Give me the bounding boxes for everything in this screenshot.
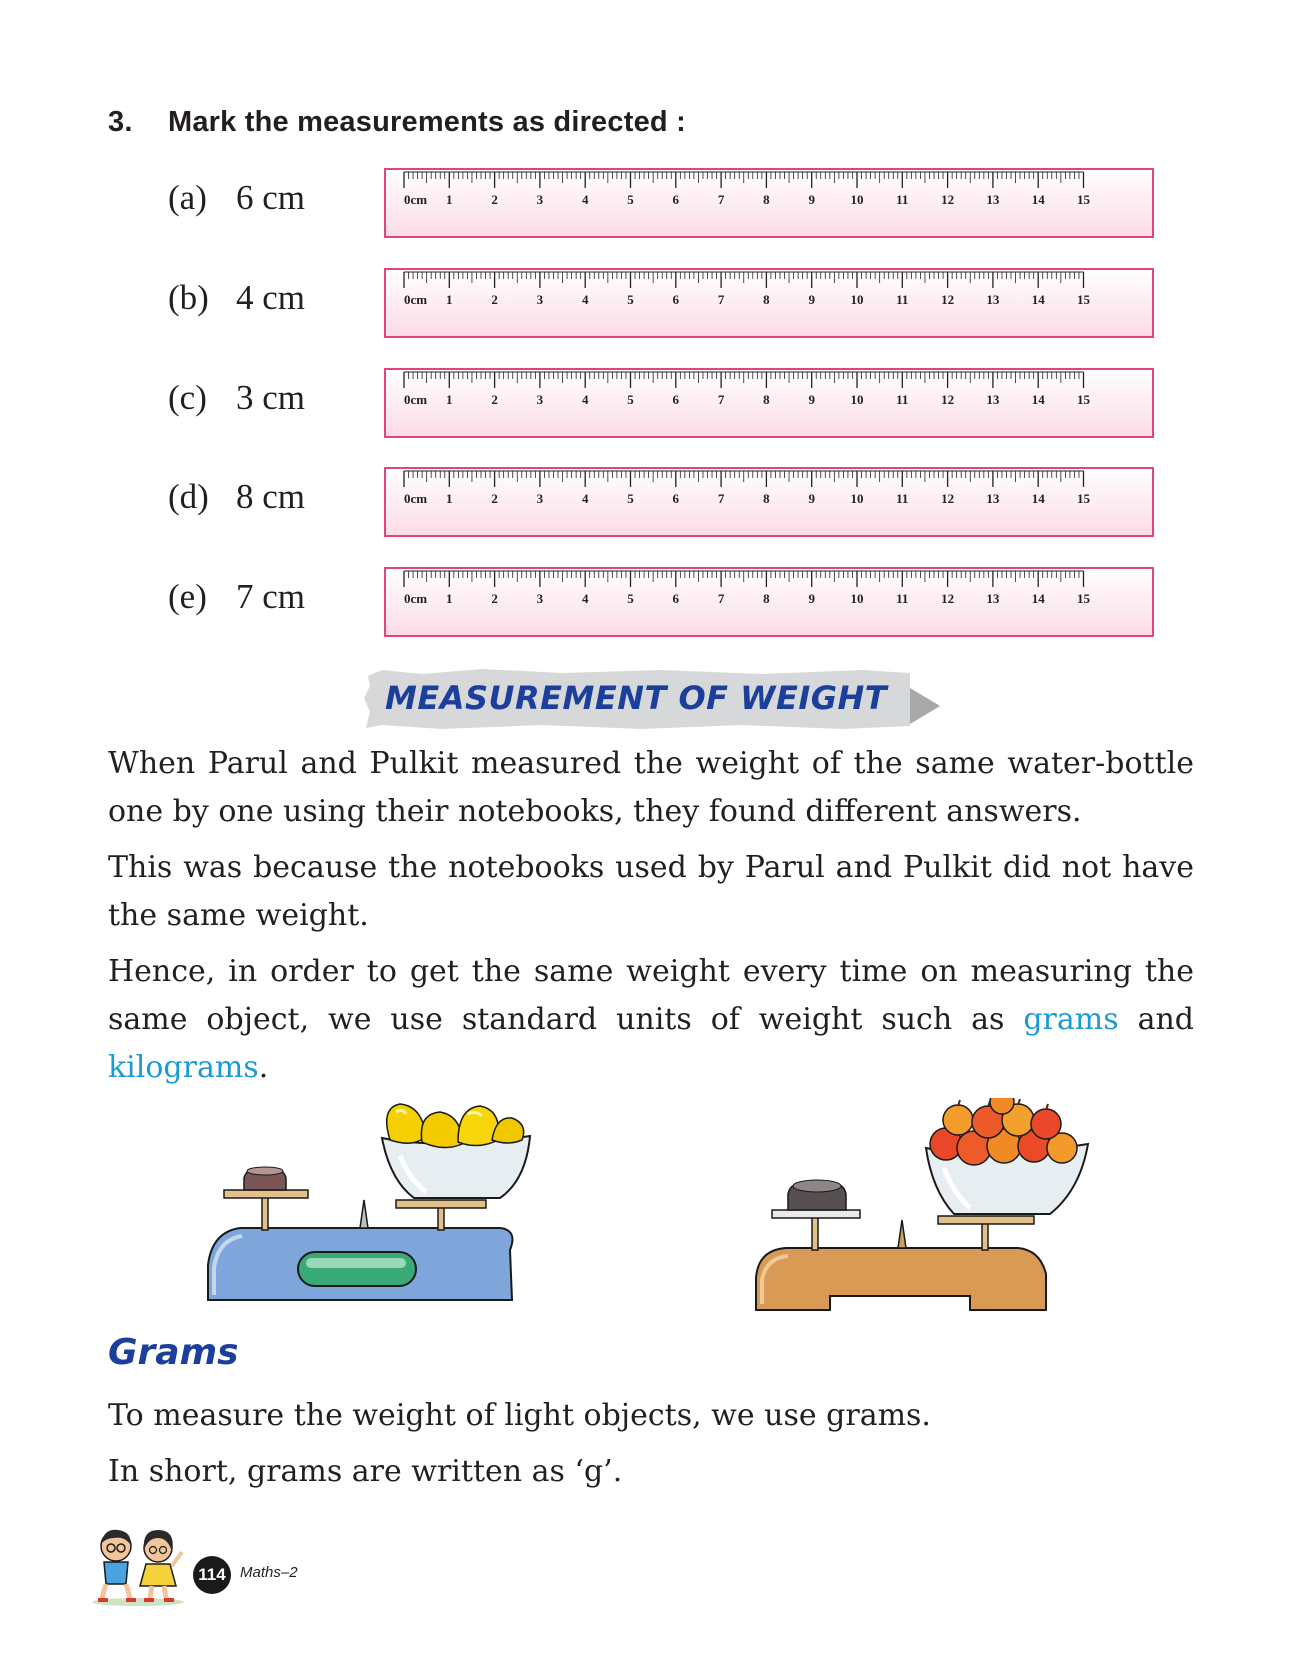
ruler-label-4: 4 xyxy=(581,292,589,307)
ruler-label-2: 2 xyxy=(491,491,498,506)
ruler-label-15: 15 xyxy=(1077,392,1090,407)
item-letter: (d) xyxy=(168,477,209,516)
ruler-zero-label: 0cm xyxy=(404,591,428,606)
kids-mascot-icon xyxy=(86,1522,190,1606)
ruler-label-6: 6 xyxy=(672,292,680,307)
ruler-label-9: 9 xyxy=(808,591,815,606)
ruler-label-13: 13 xyxy=(986,491,1000,506)
ruler-label-10: 10 xyxy=(850,192,864,207)
ruler-label-1: 1 xyxy=(446,591,453,606)
ruler-label-14: 14 xyxy=(1031,292,1045,307)
question-text: Mark the measurements as directed : xyxy=(168,106,686,138)
ruler-label-5: 5 xyxy=(627,491,634,506)
ruler-label-15: 15 xyxy=(1077,192,1090,207)
ruler-zero-label: 0cm xyxy=(404,292,428,307)
ruler-label-3: 3 xyxy=(536,192,544,207)
ruler-zero-label: 0cm xyxy=(404,392,428,407)
term-kilograms: kilograms xyxy=(108,1050,259,1085)
ruler-label-5: 5 xyxy=(627,392,634,407)
ruler-label-11: 11 xyxy=(896,491,909,506)
ruler-zero-label: 0cm xyxy=(404,192,428,207)
ruler-label-14: 14 xyxy=(1031,491,1045,506)
ruler-row-b xyxy=(0,268,1296,340)
paragraph-1: When Parul and Pulkit measured the weight of the same water-bottle one by one using their notebooks, they found different answers. xyxy=(108,746,1194,829)
ruler-label-14: 14 xyxy=(1031,392,1045,407)
section-title: MEASUREMENT OF WEIGHT xyxy=(385,679,888,717)
ruler-label-7: 7 xyxy=(717,392,725,407)
ruler-label-14: 14 xyxy=(1031,591,1045,606)
ruler-label-7: 7 xyxy=(717,192,725,207)
ruler-label-3: 3 xyxy=(536,292,544,307)
ruler-label-6: 6 xyxy=(672,392,680,407)
ruler-label-10: 10 xyxy=(850,392,864,407)
ruler-label-3: 3 xyxy=(536,591,544,606)
ruler-label-2: 2 xyxy=(491,192,498,207)
item-letter: (c) xyxy=(168,378,207,417)
ruler-label-1: 1 xyxy=(446,192,453,207)
ruler-row-c xyxy=(0,368,1296,440)
ruler-label-15: 15 xyxy=(1077,292,1090,307)
weighing-scale-apples-illustration xyxy=(750,1098,1110,1318)
ruler-label-7: 7 xyxy=(717,292,725,307)
ruler-label-4: 4 xyxy=(581,491,589,506)
ruler-label-7: 7 xyxy=(717,491,725,506)
ruler-label-12: 12 xyxy=(941,192,955,207)
ruler-label-8: 8 xyxy=(763,292,770,307)
ruler-label-5: 5 xyxy=(627,292,634,307)
ruler-label-1: 1 xyxy=(446,392,453,407)
ruler-label-15: 15 xyxy=(1077,491,1090,506)
ruler-label-5: 5 xyxy=(627,192,634,207)
ruler-label-8: 8 xyxy=(763,392,770,407)
item-value: 7 cm xyxy=(236,577,306,616)
ruler[interactable] xyxy=(384,368,1154,438)
ruler-label-8: 8 xyxy=(763,591,770,606)
ruler[interactable] xyxy=(384,567,1154,637)
grams-line-1: To measure the weight of light objects, we use grams. xyxy=(108,1398,931,1433)
item-value: 4 cm xyxy=(236,278,306,317)
item-letter: (e) xyxy=(168,577,207,616)
ruler-label-4: 4 xyxy=(581,392,589,407)
ruler-row-e xyxy=(0,567,1296,639)
paragraph-3-end: . xyxy=(258,1050,269,1085)
ruler-label-11: 11 xyxy=(896,392,909,407)
weighing-scale-mangoes-illustration xyxy=(200,1100,560,1310)
ruler-label-2: 2 xyxy=(491,292,498,307)
ruler-label-14: 14 xyxy=(1031,192,1045,207)
ruler-label-5: 5 xyxy=(627,591,634,606)
book-title: Maths–2 xyxy=(240,1564,298,1581)
ruler-label-1: 1 xyxy=(446,292,453,307)
item-value: 3 cm xyxy=(236,378,306,417)
paragraph-2: This was because the notebooks used by Parul and Pulkit did not have the same weight. xyxy=(108,850,1194,933)
ruler-row-a xyxy=(0,168,1296,240)
ruler[interactable] xyxy=(384,168,1154,238)
ruler-label-12: 12 xyxy=(941,292,955,307)
ruler-label-3: 3 xyxy=(536,392,544,407)
ruler-label-2: 2 xyxy=(491,392,498,407)
ruler-label-12: 12 xyxy=(941,392,955,407)
item-letter: (a) xyxy=(168,178,207,217)
ruler-label-4: 4 xyxy=(581,591,589,606)
ruler-label-15: 15 xyxy=(1077,591,1090,606)
ruler-label-9: 9 xyxy=(808,392,815,407)
ruler-label-11: 11 xyxy=(896,192,909,207)
ruler-label-4: 4 xyxy=(581,192,589,207)
ruler-label-11: 11 xyxy=(896,591,909,606)
ruler-label-11: 11 xyxy=(896,292,909,307)
ruler[interactable] xyxy=(384,268,1154,338)
ruler-label-13: 13 xyxy=(986,392,1000,407)
ruler-label-10: 10 xyxy=(850,292,864,307)
term-grams: grams xyxy=(1023,1002,1119,1037)
paragraph-3 xyxy=(108,948,1194,1092)
ruler-label-12: 12 xyxy=(941,591,955,606)
ruler-label-13: 13 xyxy=(986,192,1000,207)
ruler-label-12: 12 xyxy=(941,491,955,506)
ruler-row-d xyxy=(0,467,1296,539)
question-number: 3. xyxy=(108,106,133,138)
page-number-badge: 114 xyxy=(193,1556,231,1594)
paragraph-3-and: and xyxy=(1137,1002,1194,1037)
ruler-label-9: 9 xyxy=(808,192,815,207)
grams-line-2: In short, grams are written as ‘g’. xyxy=(108,1454,623,1489)
ruler-label-10: 10 xyxy=(850,491,864,506)
item-value: 6 cm xyxy=(236,178,306,217)
ruler-zero-label: 0cm xyxy=(404,491,428,506)
ruler[interactable] xyxy=(384,467,1154,537)
ruler-label-1: 1 xyxy=(446,491,453,506)
ruler-label-6: 6 xyxy=(672,491,680,506)
ruler-label-13: 13 xyxy=(986,591,1000,606)
ruler-label-13: 13 xyxy=(986,292,1000,307)
paragraph-3-start: Hence, in order to get the same weight every time on measuring the same object, we use standard units of weight such as xyxy=(108,954,1194,1037)
ruler-label-7: 7 xyxy=(717,591,725,606)
item-value: 8 cm xyxy=(236,477,306,516)
ruler-label-6: 6 xyxy=(672,192,680,207)
item-letter: (b) xyxy=(168,278,209,317)
ruler-label-2: 2 xyxy=(491,591,498,606)
ruler-label-8: 8 xyxy=(763,192,770,207)
ruler-label-9: 9 xyxy=(808,292,815,307)
ruler-label-3: 3 xyxy=(536,491,544,506)
ruler-label-9: 9 xyxy=(808,491,815,506)
ruler-label-8: 8 xyxy=(763,491,770,506)
ruler-label-10: 10 xyxy=(850,591,864,606)
grams-heading: Grams xyxy=(108,1332,239,1373)
question-header xyxy=(108,106,686,139)
ruler-label-6: 6 xyxy=(672,591,680,606)
